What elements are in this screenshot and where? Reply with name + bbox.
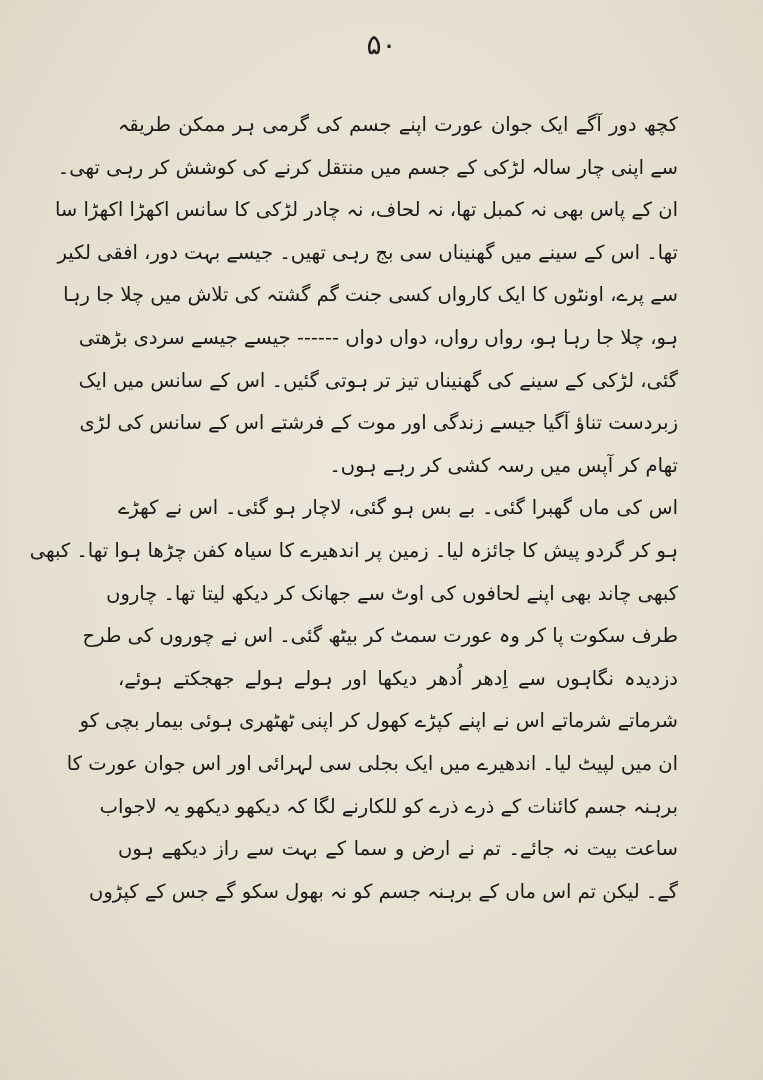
text-line: کچھ دور آگے ایک جوان عورت اپنے جسم کی گرمی ہر ممکن طریقہ: [118, 113, 678, 136]
paragraph-1: [54, 104, 678, 487]
text-line: کبھی چاند بھی اپنے لحافوں کی اوٹ سے جھانک کر دیکھ لیتا تھا۔ چاروں: [106, 581, 678, 605]
page-body: [29, 104, 678, 913]
text-line: ہو کر گردو پیش کا جائزہ لیا۔ زمین پر اندھیرے کا سیاہ کفن چڑھا ہوا تھا۔ کبھی: [29, 538, 678, 562]
text-line: تھام کر آپس میں رسہ کشی کر رہے ہوں۔: [329, 453, 678, 477]
text-line: برہنہ جسم کائنات کے ذرے ذرے کو للکارنے لگا کہ دیکھو دیکھو یہ لاجواب: [99, 794, 678, 818]
text-line: ان کے پاس بھی نہ کمبل تھا، نہ لحاف، نہ چادر لڑکی کا سانس اکھڑا اکھڑا سا: [54, 198, 678, 222]
paragraph-2: [29, 487, 678, 913]
text-line: ساعت بیت نہ جائے۔ تم نے ارض و سما کے بہت سے راز دیکھے ہوں: [118, 837, 678, 861]
text-line: ہو، چلا جا رہا ہو، رواں رواں، دواں دواں ------ جیسے جیسے سردی بڑھتی: [78, 325, 678, 349]
text-line: دزدیدہ نگاہوں سے اِدھر اُدھر دیکھا اور ہولے ہولے جھجکتے ہوئے،: [118, 666, 678, 690]
text-line: ان میں لپیٹ لیا۔ اندھیرے میں ایک بجلی سی لہرائی اور اس جوان عورت کا: [66, 751, 678, 775]
text-line: زبردست تناؤ آگیا جیسے زندگی اور موت کے فرشتے اس کے سانس کی لڑی: [79, 411, 678, 435]
text-line: شرماتے شرماتے اس نے اپنے کپڑے کھول کر اپنی ٹھٹھری ہوئی بیمار بچی کو: [79, 709, 678, 733]
text-line: گے۔ لیکن تم اس ماں کے برہنہ جسم کو نہ بھول سکو گے جس کے کپڑوں: [89, 879, 678, 903]
text-line: تھا۔ اس کے سینے میں گھنیناں سی بج رہی تھیں۔ جیسے بہت دور، افقی لکیر: [57, 240, 678, 264]
text-line: گئی، لڑکی کے سینے کی گھنیناں تیز تر ہوتی گئیں۔ اس کے سانس میں ایک: [78, 368, 678, 392]
page-number: ۵۰: [366, 28, 397, 61]
text-line: سے پرے، اونٹوں کا ایک کارواں کسی جنت گم گشتہ کی تلاش میں چلا جا رہا: [63, 283, 678, 307]
text-line: طرف سکوت پا کر وہ عورت سمٹ کر بیٹھ گئی۔ اس نے چوروں کی طرح: [82, 624, 678, 648]
text-line: سے اپنی چار سالہ لڑکی کے جسم میں منتقل کرنے کی کوشش کر رہی تھی۔: [57, 155, 678, 179]
text-line: اس کی ماں گھبرا گئی۔ بے بس ہو گئی، لاچار ہو گئی۔ اس نے کھڑے: [118, 496, 678, 520]
